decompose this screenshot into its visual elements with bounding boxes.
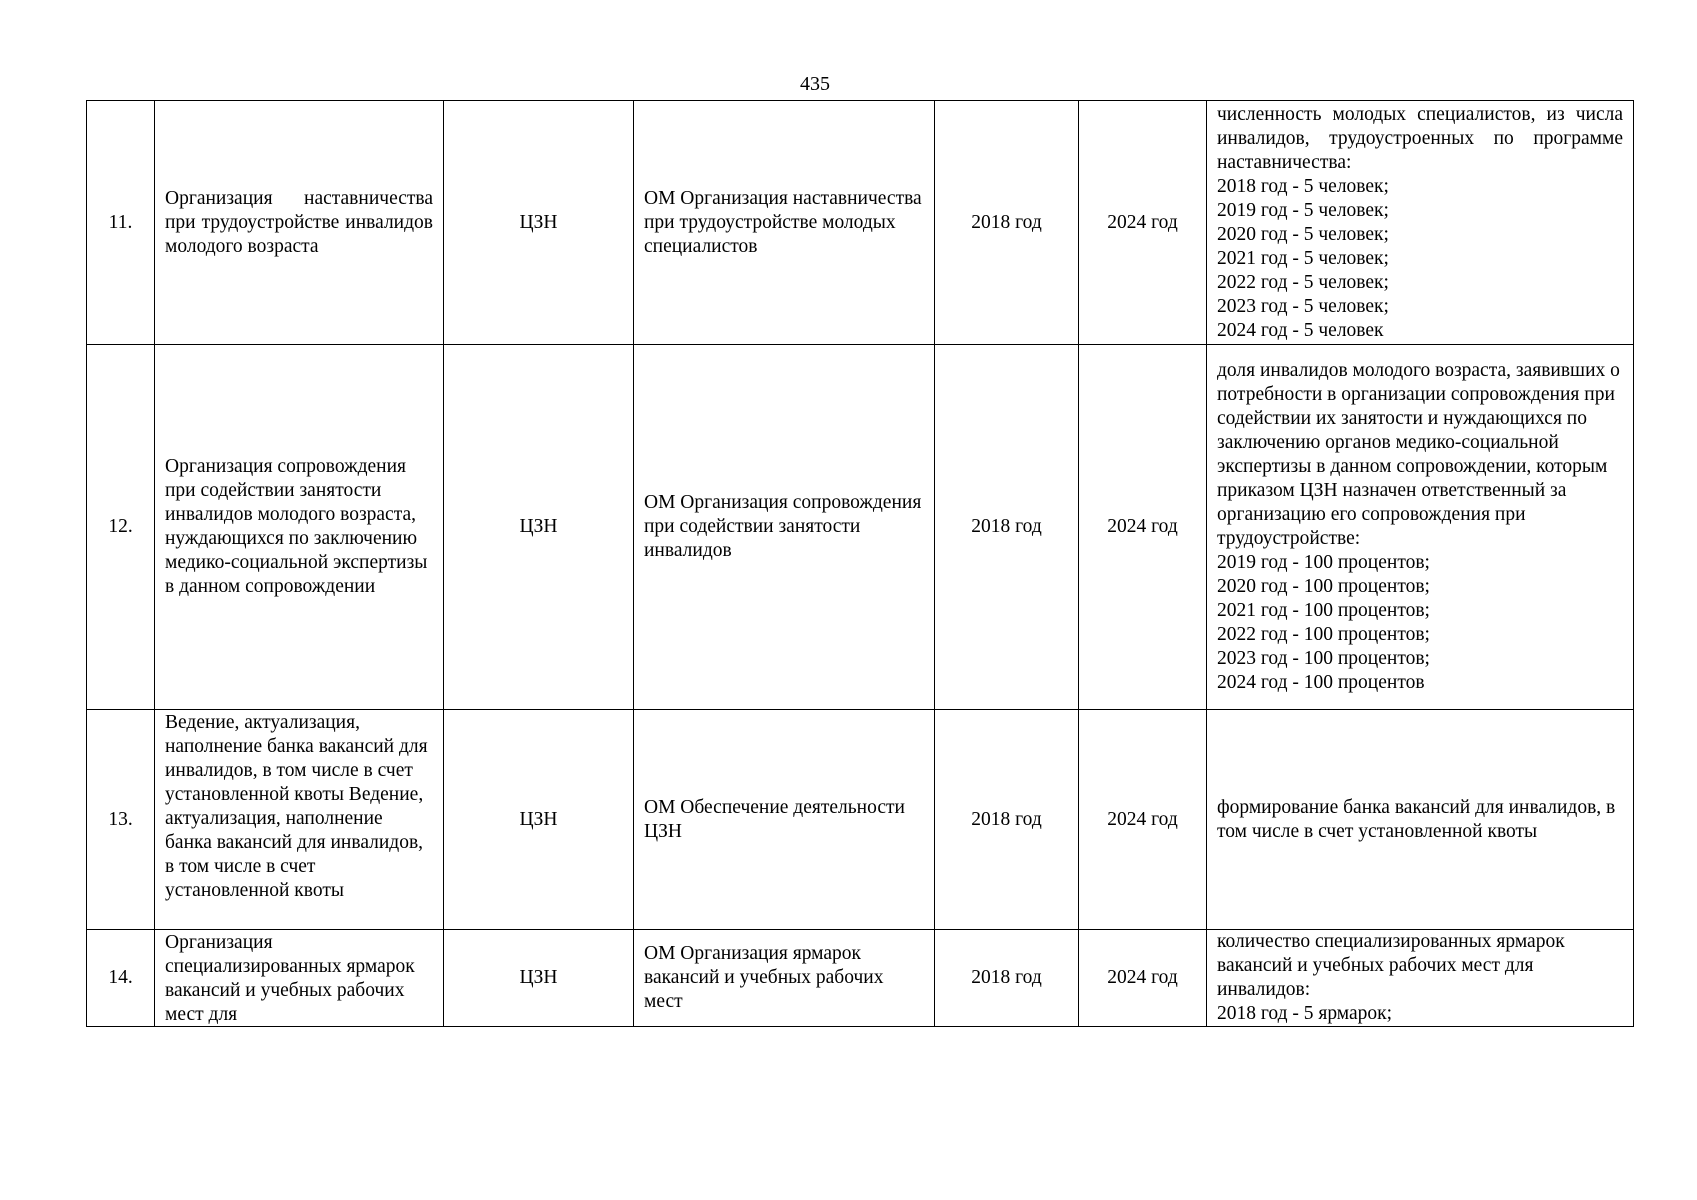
table-row [87,930,1634,1027]
expected-result-text: доля инвалидов молодого возраста, заявивших о потребности в организации сопровождения при содействии их занятости и нуждающихся по заключению органов медико-социальной экспертизы в данном сопровождении, которым приказом ЦЗН назначен ответственный за организацию его сопровождения при трудоустройстве: 2019 год - 100 процентов; 2020 год - 100 процентов; 2021 год - 100 процентов; 2022 год - 100 процентов; 2023 год - 100 процентов; 2024 год - 100 процентов [1217,360,1620,693]
measure-name [155,930,444,1027]
end-year: 2024 год [1079,710,1207,930]
expected-result [1207,930,1634,1027]
expected-result [1207,345,1634,710]
page-number: 435 [800,73,830,95]
row-number: 11. [87,101,155,345]
table-row [87,710,1634,930]
expected-result [1207,101,1634,345]
measure-name: Организация наставничества при трудоустройстве инвалидов молодого возраста [155,101,444,345]
measure-name [155,710,444,930]
end-year: 2024 год [1079,930,1207,1027]
executor: ЦЗН [444,345,634,710]
row-number: 13. [87,710,155,930]
start-year: 2018 год [935,710,1079,930]
row-number: 12. [87,345,155,710]
measure-name-text: Ведение, актуализация, наполнение банка вакансий для инвалидов, в том числе в счет установленной квоты Ведение, актуализация, наполнение банка вакансий для инвалидов, в том числе в счет установленной квоты [165,712,428,901]
main-activity: ОМ Организация сопровождения при содействии занятости инвалидов [634,345,935,710]
measure-name-text: Организация специализированных ярмарок вакансий и учебных рабочих мест для [165,932,415,1025]
expected-result-text: количество специализированных ярмарок вакансий и учебных рабочих мест для инвалидов: 2018 год - 5 ярмарок; [1217,931,1565,1024]
end-year: 2024 год [1079,345,1207,710]
expected-result: формирование банка вакансий для инвалидов, в том числе в счет установленной квоты [1207,710,1634,930]
executor: ЦЗН [444,710,634,930]
start-year: 2018 год [935,101,1079,345]
executor: ЦЗН [444,930,634,1027]
executor: ЦЗН [444,101,634,345]
measures-table [86,100,1634,1027]
main-activity: ОМ Обеспечение деятельности ЦЗН [634,710,935,930]
measure-name: Организация сопровождения при содействии занятости инвалидов молодого возраста, нуждающихся по заключению медико-социальной экспертизы в данном сопровождении [155,345,444,710]
row-number: 14. [87,930,155,1027]
main-activity: ОМ Организация наставничества при трудоустройстве молодых специалистов [634,101,935,345]
expected-result-text: численность молодых специалистов, из числа инвалидов, трудоустроенных по программе наставничества: 2018 год - 5 человек; 2019 год - 5 человек; 2020 год - 5 человек; 2021 год - 5 человек; 2022 год - 5 человек; 2023 год - 5 человек; 2024 год - 5 человек [1217,103,1623,341]
table-row [87,101,1634,345]
end-year: 2024 год [1079,101,1207,345]
main-activity: ОМ Организация ярмарок вакансий и учебных рабочих мест [634,930,935,1027]
start-year: 2018 год [935,930,1079,1027]
start-year: 2018 год [935,345,1079,710]
table-row [87,345,1634,710]
